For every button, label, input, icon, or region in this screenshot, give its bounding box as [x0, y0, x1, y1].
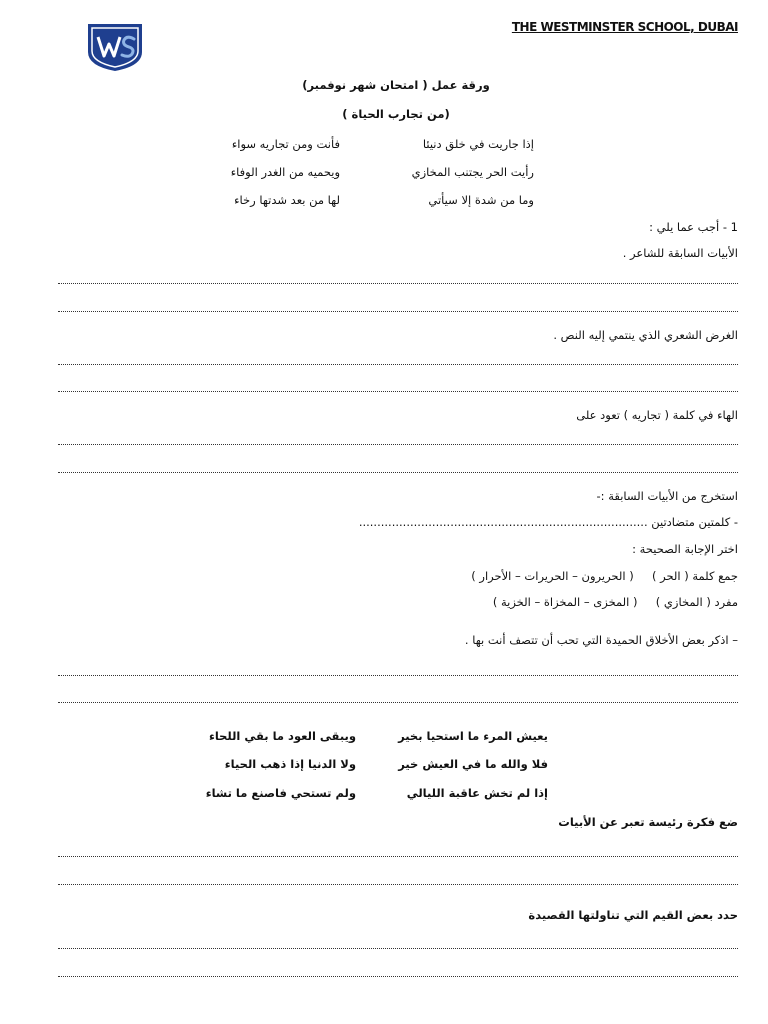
answer-line-1[interactable]: [58, 283, 738, 284]
school-logo: [86, 22, 144, 72]
poem1-line2-second: ويحميه من الغدر الوفاء: [230, 165, 340, 179]
q1-e1-text: جمع كلمة ( الحر ) ( الحريرون – الحريرات – الأحرار ): [471, 569, 738, 583]
answer-line-7[interactable]: [58, 675, 738, 676]
answer-line-2[interactable]: [58, 311, 738, 312]
poem1-line1-second: فأنت ومن تجاريه سواء: [231, 137, 340, 151]
answer-line-5[interactable]: [58, 444, 738, 445]
answer-line-10[interactable]: [58, 884, 738, 885]
q1-d-text: استخرج من الأبيات السابقة :-: [596, 489, 738, 503]
poem2-line1-first: يعيش المرء ما استحيا بخير: [398, 729, 548, 743]
q1-e-text: اختر الإجابة الصحيحة :: [632, 542, 738, 556]
q1-f-text: – اذكر بعض الأخلاق الحميدة التي تحب أن تتصف أنت بها .: [464, 633, 738, 647]
poem2-line2-second: ولا الدنيا إذا ذهب الحياء: [224, 757, 356, 771]
poem2-line3-second: ولم تستحي فاصنع ما تشاء: [205, 786, 356, 800]
worksheet-title: ورقة عمل ( امتحان شهر نوفمبر): [302, 78, 490, 92]
poem2-line2-first: فلا والله ما في العيش خير: [398, 757, 548, 771]
q1-b-text: الغرض الشعري الذي ينتمي إليه النص .: [553, 328, 738, 342]
q2-b-text: حدد بعض القيم التي تناولتها القصيدة: [528, 908, 738, 922]
answer-line-8[interactable]: [58, 702, 738, 703]
q1-e2-text: مفرد ( المخازي ) ( المخزى – المخزاة – الخزية ): [492, 595, 738, 609]
worksheet-subtitle: (من تجارب الحياة ): [342, 107, 450, 121]
poem1-line2-first: رأيت الحر يجتنب المخازي: [411, 165, 534, 179]
q1-d1-text: - كلمتين متضادتين ...............................................................................: [358, 515, 738, 529]
answer-line-9[interactable]: [58, 856, 738, 857]
answer-line-4[interactable]: [58, 391, 738, 392]
q1-heading: 1 - أجب عما يلي :: [649, 220, 738, 234]
poem2-line3-first: إذا لم تخش عاقبة الليالي: [406, 786, 548, 800]
poem1-line3-second: لها من بعد شدتها رخاء: [234, 193, 340, 207]
answer-line-6[interactable]: [58, 472, 738, 473]
poem1-line3-first: وما من شدة إلا سيأتي: [428, 193, 534, 207]
answer-line-11[interactable]: [58, 948, 738, 949]
q1-c-text: الهاء في كلمة ( تجاريه ) تعود على: [576, 408, 738, 422]
answer-line-3[interactable]: [58, 364, 738, 365]
school-name: THE WESTMINSTER SCHOOL, DUBAI: [511, 20, 738, 34]
q2-a-text: ضع فكرة رئيسة تعبر عن الأبيات: [558, 815, 738, 829]
answer-line-12[interactable]: [58, 976, 738, 977]
poem1-line1-first: إذا جاريت في خلق دنيئا: [422, 137, 534, 151]
poem2-line1-second: ويبقى العود ما بقي اللحاء: [208, 729, 356, 743]
q1-a-text: الأبيات السابقة للشاعر .: [622, 246, 738, 260]
